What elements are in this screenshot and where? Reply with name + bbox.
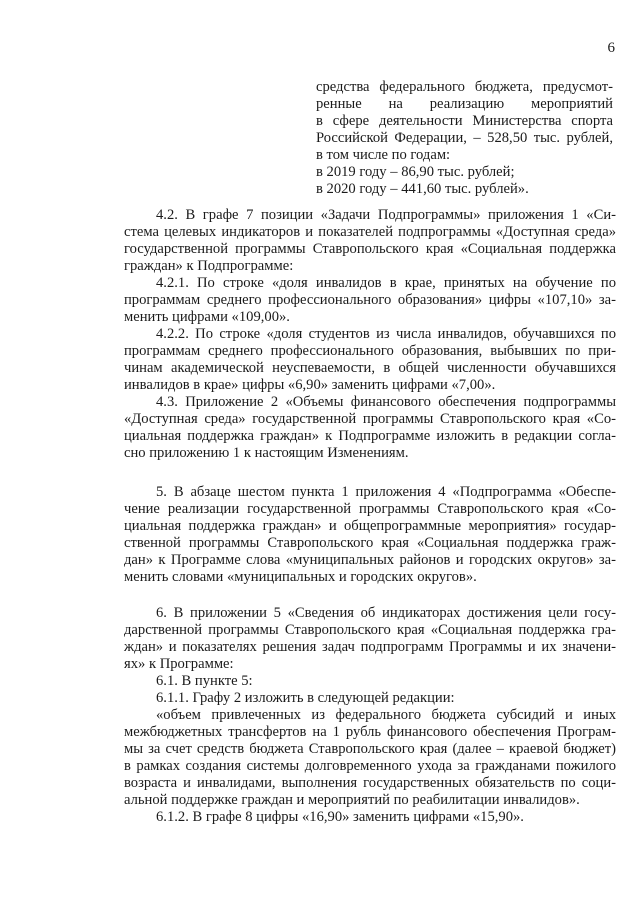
text-line: чение реализации государственной программы Ставропольского края «Со- [124,501,616,517]
text-line: циальная поддержка граждан» к Подпрограмме изложить в редакции согла- [124,428,616,444]
paragraph-6 [124,605,616,826]
text-line: ренные на реализацию мероприятий [316,96,613,112]
text-line: альной поддержке граждан и мероприятий по реабилитации инвалидов». [124,792,580,808]
text-line: дарственной программы Ставропольского края «Социальная поддержка гра- [124,622,616,638]
text-line: 4.2.2. По строке «доля студентов из числа инвалидов, обучавшихся по [156,326,616,342]
text-line: в сфере деятельности Министерства спорта [316,113,613,129]
text-line: 6.1. В пункте 5: [156,673,253,689]
text-line: 4.2.1. По строке «доля инвалидов в крае, принятых на обучение по [156,275,616,291]
page-number: 6 [607,40,615,56]
text-line: средства федерального бюджета, предусмот- [316,79,613,95]
text-line: 5. В абзаце шестом пункта 1 приложения 4 «Подпрограмма «Обеспе- [156,484,616,500]
paragraph-4-2-2 [124,326,616,394]
text-line: в 2020 году – 441,60 тыс. рублей». [316,181,529,197]
text-line: циальная поддержка граждан» и общепрограммные мероприятия» государ- [124,518,616,534]
text-line: дан» к Программе слова «муниципальных районов и городских округов» за- [124,552,616,568]
text-line: ждан» и показателях решения задач подпрограмм Программы и их значени- [124,639,616,655]
text-line: государственной программы Ставропольского края «Социальная поддержка [124,241,616,257]
text-line: стема целевых индикаторов и показателей подпрограммы «Доступная среда» [124,224,616,240]
text-line: инвалидов в крае» цифры «6,90» заменить цифрами «7,00». [124,377,496,393]
paragraph-5 [124,484,616,586]
text-line: менить цифрами «109,00». [124,309,290,325]
text-line: в 2019 году – 86,90 тыс. рублей; [316,164,515,180]
text-line: менить словами «муниципальных и городских округов». [124,569,477,585]
paragraph-4-2-1 [124,275,616,326]
text-line: 4.3. Приложение 2 «Объемы финансового обеспечения подпрограммы [156,394,616,410]
text-line: программам среднего профессионального образования, выбывших по при- [124,343,616,359]
text-line: граждан» к Подпрограмме: [124,258,294,274]
text-line: «Доступная среда» государственной программы Ставропольского края «Со- [124,411,616,427]
text-line: 6.1.1. Графу 2 изложить в следующей редакции: [156,690,455,706]
text-line: мы за счет средств бюджета Ставропольского края (далее – краевой бюджет) [124,741,616,757]
text-line: сно приложению 1 к настоящим Изменениям. [124,445,409,461]
text-line: в том числе по годам: [316,147,451,163]
text-line: Российской Федерации, – 528,50 тыс. рублей, [316,130,613,146]
paragraph-4-3 [124,394,616,462]
paragraph-4-2 [124,207,616,275]
text-line: возраста и инвалидами, выполнения государственных обязательств по соци- [124,775,616,791]
text-line: программам среднего профессионального образования» цифры «107,10» за- [124,292,616,308]
text-line: 6. В приложении 5 «Сведения об индикаторах достижения цели госу- [156,605,616,621]
text-line: 4.2. В графе 7 позиции «Задачи Подпрограммы» приложения 1 «Си- [156,207,616,223]
text-line: ях» к Программе: [124,656,234,672]
funding-block [316,79,613,198]
text-line: ственной программы Ставропольского края «Социальная поддержка граж- [124,535,616,551]
text-line: в рамках создания системы долговременного ухода за гражданами пожилого [124,758,616,774]
text-line: 6.1.2. В графе 8 цифры «16,90» заменить цифрами «15,90». [156,809,524,825]
text-line: чинам академической неуспеваемости, в общей численности обучавшихся [124,360,616,376]
text-line: «объем привлеченных из федерального бюджета субсидий и иных [156,707,616,723]
text-line: межбюджетных трансфертов на 1 рубль финансового обеспечения Програм- [124,724,616,740]
